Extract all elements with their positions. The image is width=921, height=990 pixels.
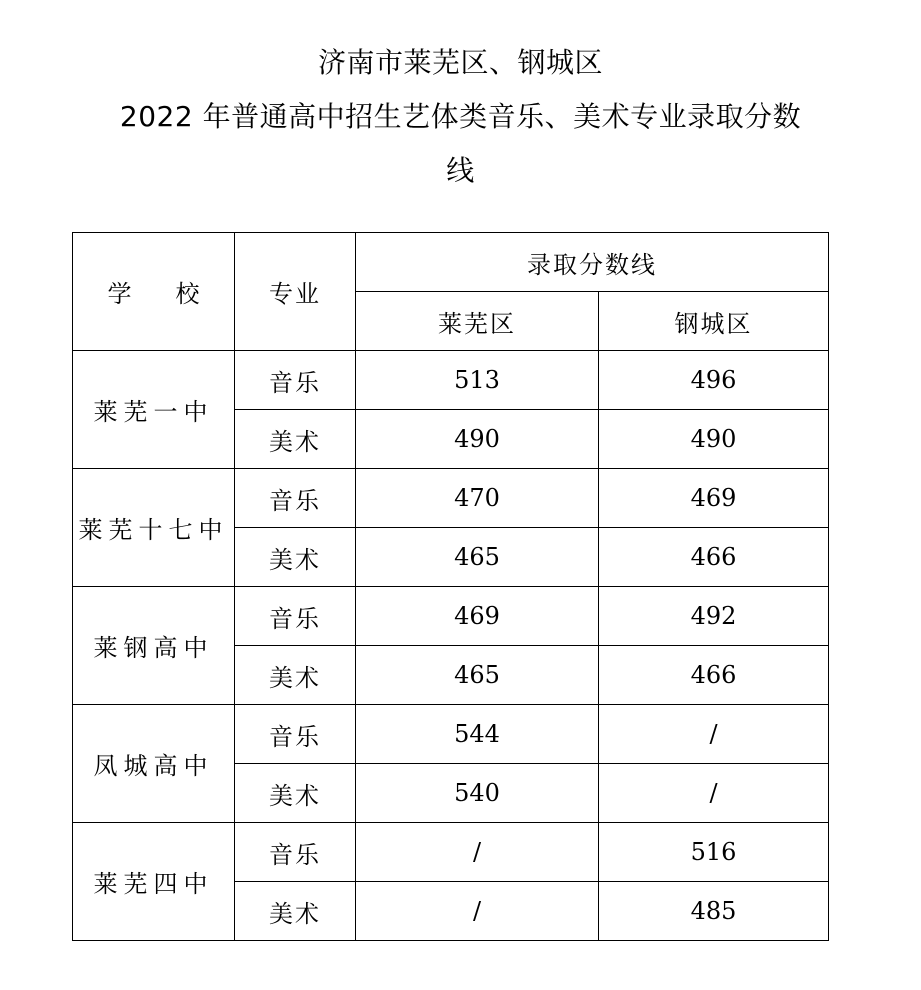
title-line-2: 2022 年普通高中招生艺体类音乐、美术专业录取分数 xyxy=(119,100,802,133)
gangcheng-score-cell: 490 xyxy=(599,410,829,469)
school-header-char-1: 学 xyxy=(107,280,132,308)
major-cell: 音乐 xyxy=(235,823,356,882)
school-name-cell: 莱芜一中 xyxy=(73,351,235,469)
gangcheng-score-cell: 485 xyxy=(599,882,829,941)
laiwu-score-cell: 540 xyxy=(356,764,599,823)
table-row xyxy=(73,823,829,882)
laiwu-score-cell: 465 xyxy=(356,646,599,705)
gangcheng-score-cell: 516 xyxy=(599,823,829,882)
major-cell: 美术 xyxy=(235,646,356,705)
gangcheng-score-cell: 469 xyxy=(599,469,829,528)
school-column-header xyxy=(73,233,235,351)
laiwu-score-cell: 544 xyxy=(356,705,599,764)
table-row xyxy=(73,469,829,528)
gangcheng-score-cell: 492 xyxy=(599,587,829,646)
laiwu-score-cell: / xyxy=(356,823,599,882)
major-cell: 音乐 xyxy=(235,351,356,410)
laiwu-score-cell: 470 xyxy=(356,469,599,528)
table-row xyxy=(73,705,829,764)
major-cell: 音乐 xyxy=(235,469,356,528)
gangcheng-score-cell: / xyxy=(599,764,829,823)
admission-score-table xyxy=(72,232,829,941)
laiwu-score-cell: 469 xyxy=(356,587,599,646)
major-cell: 美术 xyxy=(235,410,356,469)
district-header-laiwu: 莱芜区 xyxy=(356,292,599,351)
school-header-char-2: 校 xyxy=(175,280,200,308)
laiwu-score-cell: 465 xyxy=(356,528,599,587)
table-row xyxy=(73,587,829,646)
gangcheng-score-cell: / xyxy=(599,705,829,764)
document-title xyxy=(0,36,921,198)
school-name-cell: 凤城高中 xyxy=(73,705,235,823)
major-cell: 音乐 xyxy=(235,587,356,646)
table-body xyxy=(73,351,829,941)
gangcheng-score-cell: 466 xyxy=(599,646,829,705)
major-cell: 美术 xyxy=(235,882,356,941)
header-row-1 xyxy=(73,233,829,292)
table-row xyxy=(73,351,829,410)
school-name-cell: 莱芜十七中 xyxy=(73,469,235,587)
laiwu-score-cell: 490 xyxy=(356,410,599,469)
title-line-1: 济南市莱芜区、钢城区 xyxy=(317,46,603,79)
district-header-gangcheng: 钢城区 xyxy=(599,292,829,351)
score-group-header: 录取分数线 xyxy=(356,233,829,292)
laiwu-score-cell: / xyxy=(356,882,599,941)
major-cell: 美术 xyxy=(235,764,356,823)
major-cell: 美术 xyxy=(235,528,356,587)
gangcheng-score-cell: 496 xyxy=(599,351,829,410)
major-column-header: 专业 xyxy=(235,233,356,351)
school-name-cell: 莱芜四中 xyxy=(73,823,235,941)
laiwu-score-cell: 513 xyxy=(356,351,599,410)
gangcheng-score-cell: 466 xyxy=(599,528,829,587)
major-cell: 音乐 xyxy=(235,705,356,764)
title-line-3: 线 xyxy=(446,154,475,187)
school-name-cell: 莱钢高中 xyxy=(73,587,235,705)
